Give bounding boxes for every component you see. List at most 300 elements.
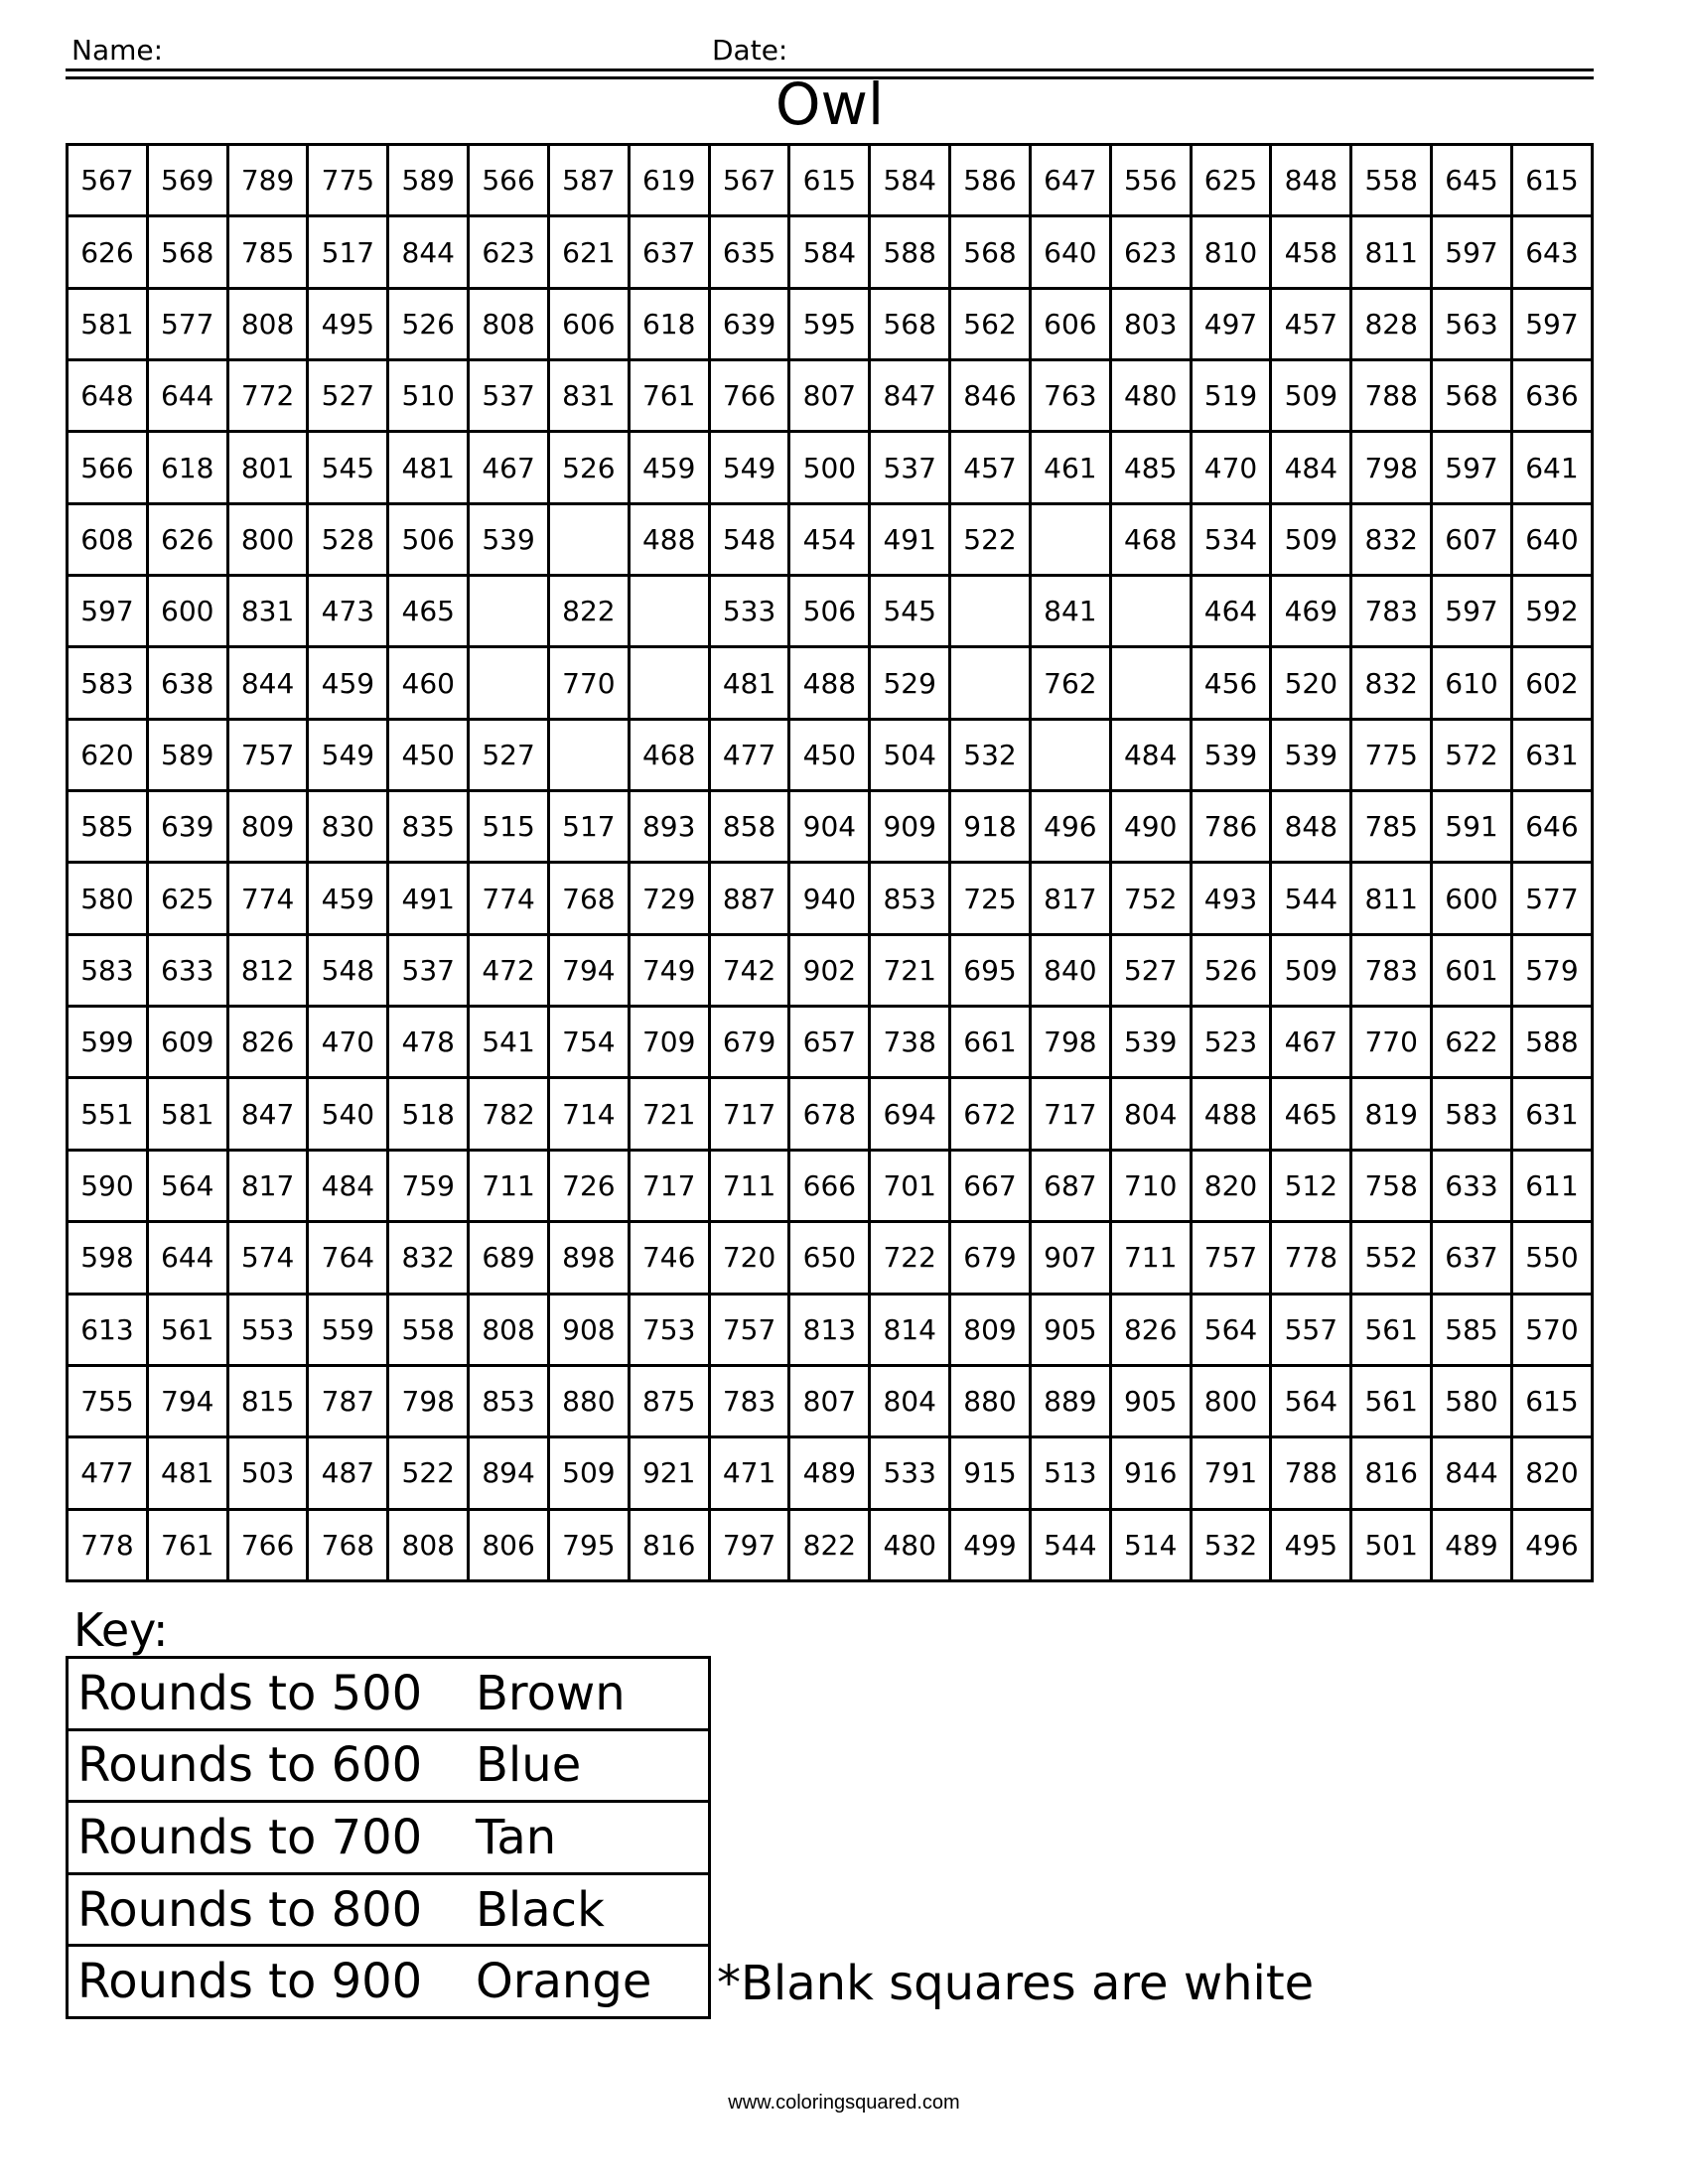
grid-cell: 738 (870, 1007, 950, 1078)
grid-cell: 754 (548, 1007, 629, 1078)
key-color: Tan (467, 1802, 710, 1874)
grid-cell: 477 (68, 1437, 148, 1509)
grid-cell: 510 (388, 360, 469, 432)
grid-cell-blank (1110, 576, 1191, 647)
grid-cell: 527 (469, 719, 549, 790)
grid-cell: 597 (68, 576, 148, 647)
grid-cell: 472 (469, 934, 549, 1006)
grid-cell: 450 (388, 719, 469, 790)
grid-cell: 717 (1030, 1078, 1110, 1150)
grid-cell: 568 (950, 216, 1031, 288)
grid-cell: 564 (147, 1150, 227, 1221)
grid-cell: 759 (388, 1150, 469, 1221)
grid-cell: 722 (870, 1222, 950, 1294)
grid-cell: 471 (709, 1437, 789, 1509)
grid-cell: 804 (870, 1365, 950, 1436)
grid-cell: 615 (789, 145, 870, 216)
grid-cell: 501 (1351, 1509, 1432, 1580)
grid-cell: 844 (227, 647, 308, 719)
grid-cell: 783 (709, 1365, 789, 1436)
grid-cell: 622 (1432, 1007, 1512, 1078)
grid-cell: 600 (147, 576, 227, 647)
grid-cell: 568 (147, 216, 227, 288)
grid-cell: 846 (950, 360, 1031, 432)
grid-cell: 579 (1511, 934, 1592, 1006)
grid-cell: 481 (147, 1437, 227, 1509)
grid-cell: 537 (870, 432, 950, 503)
grid-cell: 569 (147, 145, 227, 216)
grid-cell: 468 (629, 719, 709, 790)
grid-cell: 517 (308, 216, 388, 288)
grid-cell: 800 (227, 503, 308, 575)
grid-cell: 566 (68, 432, 148, 503)
grid-cell: 562 (950, 288, 1031, 359)
grid-cell: 607 (1432, 503, 1512, 575)
grid-cell: 518 (388, 1078, 469, 1150)
grid-cell: 503 (227, 1437, 308, 1509)
grid-cell: 742 (709, 934, 789, 1006)
grid-cell: 710 (1110, 1150, 1191, 1221)
grid-cell: 487 (308, 1437, 388, 1509)
grid-cell: 456 (1191, 647, 1271, 719)
grid-cell: 795 (548, 1509, 629, 1580)
grid-cell: 484 (1110, 719, 1191, 790)
grid-cell: 768 (308, 1509, 388, 1580)
grid-cell: 623 (1110, 216, 1191, 288)
grid-cell-blank (548, 503, 629, 575)
grid-cell: 921 (629, 1437, 709, 1509)
grid-cell: 631 (1511, 719, 1592, 790)
grid-cell: 532 (950, 719, 1031, 790)
grid-cell: 746 (629, 1222, 709, 1294)
grid-cell: 606 (548, 288, 629, 359)
grid-cell: 918 (950, 791, 1031, 863)
grid-cell: 757 (227, 719, 308, 790)
grid-cell: 558 (1351, 145, 1432, 216)
grid-cell: 783 (1351, 576, 1432, 647)
grid-cell: 844 (388, 216, 469, 288)
grid-cell: 584 (789, 216, 870, 288)
key-range: Rounds to 800 (68, 1873, 468, 1946)
grid-cell: 586 (950, 145, 1031, 216)
grid-cell: 643 (1511, 216, 1592, 288)
key-row (68, 1946, 710, 2018)
grid-cell: 916 (1110, 1437, 1191, 1509)
grid-cell-blank (629, 647, 709, 719)
grid-cell: 788 (1271, 1437, 1351, 1509)
grid-cell: 763 (1030, 360, 1110, 432)
grid-cell: 581 (147, 1078, 227, 1150)
grid-cell: 788 (1351, 360, 1432, 432)
grid-cell: 808 (227, 288, 308, 359)
grid-row (68, 432, 1593, 503)
grid-cell: 915 (950, 1437, 1031, 1509)
grid-cell: 589 (147, 719, 227, 790)
grid-cell: 940 (789, 863, 870, 934)
grid-row (68, 1222, 1593, 1294)
grid-cell: 880 (548, 1365, 629, 1436)
grid-cell: 766 (709, 360, 789, 432)
key-row (68, 1658, 710, 1730)
grid-cell: 783 (1351, 934, 1432, 1006)
grid-cell: 574 (227, 1222, 308, 1294)
grid-cell: 720 (709, 1222, 789, 1294)
grid-cell: 809 (227, 791, 308, 863)
grid-cell: 902 (789, 934, 870, 1006)
grid-cell: 619 (629, 145, 709, 216)
grid-cell: 764 (308, 1222, 388, 1294)
grid-cell: 835 (388, 791, 469, 863)
grid-cell: 506 (789, 576, 870, 647)
grid-cell: 810 (1191, 216, 1271, 288)
grid-cell: 610 (1432, 647, 1512, 719)
grid-cell: 679 (709, 1007, 789, 1078)
grid-cell: 527 (1110, 934, 1191, 1006)
grid-cell: 545 (870, 576, 950, 647)
grid-cell: 904 (789, 791, 870, 863)
grid-cell: 597 (1432, 432, 1512, 503)
grid-cell: 539 (469, 503, 549, 575)
grid-cell: 584 (870, 145, 950, 216)
grid-row (68, 1078, 1593, 1150)
grid-cell: 803 (1110, 288, 1191, 359)
grid-row (68, 288, 1593, 359)
grid-cell: 551 (68, 1078, 148, 1150)
grid-cell-blank (469, 647, 549, 719)
key-color: Blue (467, 1729, 710, 1802)
grid-cell: 611 (1511, 1150, 1592, 1221)
grid-cell: 481 (709, 647, 789, 719)
grid-cell: 506 (388, 503, 469, 575)
grid-cell: 858 (709, 791, 789, 863)
grid-cell: 526 (388, 288, 469, 359)
grid-cell: 458 (1271, 216, 1351, 288)
grid-cell: 523 (1191, 1007, 1271, 1078)
grid-cell: 725 (950, 863, 1031, 934)
grid-cell: 534 (1191, 503, 1271, 575)
grid-cell: 488 (789, 647, 870, 719)
grid-cell: 814 (870, 1294, 950, 1365)
grid-cell: 637 (1432, 1222, 1512, 1294)
grid-cell: 711 (469, 1150, 549, 1221)
grid-cell: 478 (388, 1007, 469, 1078)
grid-cell: 770 (548, 647, 629, 719)
grid-cell: 816 (1351, 1437, 1432, 1509)
grid-cell: 875 (629, 1365, 709, 1436)
grid-cell: 457 (1271, 288, 1351, 359)
key-range: Rounds to 900 (68, 1946, 468, 2018)
grid-cell: 820 (1191, 1150, 1271, 1221)
grid-cell: 641 (1511, 432, 1592, 503)
grid-cell: 592 (1511, 576, 1592, 647)
grid-cell: 540 (308, 1078, 388, 1150)
grid-cell-blank (950, 576, 1031, 647)
grid-cell-blank (629, 576, 709, 647)
grid-cell: 623 (469, 216, 549, 288)
grid-cell: 905 (1110, 1365, 1191, 1436)
grid-cell: 826 (227, 1007, 308, 1078)
grid-cell: 564 (1271, 1365, 1351, 1436)
grid-cell: 597 (1511, 288, 1592, 359)
grid-cell: 512 (1271, 1150, 1351, 1221)
key-color: Orange (467, 1946, 710, 2018)
grid-cell: 465 (1271, 1078, 1351, 1150)
grid-cell: 561 (1351, 1365, 1432, 1436)
grid-row (68, 1437, 1593, 1509)
grid-cell: 490 (1110, 791, 1191, 863)
grid-cell: 815 (227, 1365, 308, 1436)
grid-cell: 822 (548, 576, 629, 647)
grid-cell: 625 (1191, 145, 1271, 216)
grid-row (68, 576, 1593, 647)
grid-cell: 561 (1351, 1294, 1432, 1365)
grid-cell: 550 (1511, 1222, 1592, 1294)
grid-cell: 615 (1511, 1365, 1592, 1436)
grid-cell: 832 (1351, 647, 1432, 719)
grid-cell: 772 (227, 360, 308, 432)
grid-cell: 807 (789, 1365, 870, 1436)
grid-cell: 583 (68, 647, 148, 719)
grid-cell: 631 (1511, 1078, 1592, 1150)
grid-cell: 561 (147, 1294, 227, 1365)
grid-cell: 532 (1191, 1509, 1271, 1580)
grid-cell: 774 (469, 863, 549, 934)
grid-cell: 721 (629, 1078, 709, 1150)
grid-cell: 526 (1191, 934, 1271, 1006)
grid-cell: 515 (469, 791, 549, 863)
grid-cell: 761 (629, 360, 709, 432)
grid-cell: 762 (1030, 647, 1110, 719)
grid-cell: 907 (1030, 1222, 1110, 1294)
grid-cell: 552 (1351, 1222, 1432, 1294)
grid-cell: 496 (1511, 1509, 1592, 1580)
grid-row (68, 1007, 1593, 1078)
grid-cell: 635 (709, 216, 789, 288)
grid-cell: 807 (789, 360, 870, 432)
grid-cell: 572 (1432, 719, 1512, 790)
grid-cell: 809 (950, 1294, 1031, 1365)
grid-cell: 526 (548, 432, 629, 503)
grid-cell: 639 (709, 288, 789, 359)
grid-cell: 721 (870, 934, 950, 1006)
grid-cell: 909 (870, 791, 950, 863)
grid-cell: 529 (870, 647, 950, 719)
grid-cell: 495 (308, 288, 388, 359)
grid-cell: 749 (629, 934, 709, 1006)
key-range: Rounds to 500 (68, 1658, 468, 1730)
grid-cell: 650 (789, 1222, 870, 1294)
grid-row (68, 1150, 1593, 1221)
grid-cell: 826 (1110, 1294, 1191, 1365)
grid-cell: 595 (789, 288, 870, 359)
grid-cell: 580 (68, 863, 148, 934)
grid-cell: 717 (709, 1078, 789, 1150)
grid-cell: 599 (68, 1007, 148, 1078)
grid-cell: 678 (789, 1078, 870, 1150)
grid-cell: 484 (1271, 432, 1351, 503)
grid-cell: 894 (469, 1437, 549, 1509)
grid-cell: 889 (1030, 1365, 1110, 1436)
grid-cell: 645 (1432, 145, 1512, 216)
grid-cell: 577 (147, 288, 227, 359)
grid-cell: 667 (950, 1150, 1031, 1221)
grid-cell: 481 (388, 432, 469, 503)
grid-row (68, 1509, 1593, 1580)
grid-cell: 694 (870, 1078, 950, 1150)
grid-cell: 549 (709, 432, 789, 503)
grid-cell: 848 (1271, 791, 1351, 863)
grid-cell: 752 (1110, 863, 1191, 934)
grid-cell: 898 (548, 1222, 629, 1294)
grid-cell: 816 (629, 1509, 709, 1580)
grid-cell: 753 (629, 1294, 709, 1365)
grid-cell: 533 (709, 576, 789, 647)
grid-cell: 606 (1030, 288, 1110, 359)
grid-cell: 470 (308, 1007, 388, 1078)
grid-cell: 602 (1511, 647, 1592, 719)
grid-cell: 757 (709, 1294, 789, 1365)
grid-cell: 519 (1191, 360, 1271, 432)
grid-cell: 598 (68, 1222, 148, 1294)
grid-cell: 853 (870, 863, 950, 934)
grid-cell: 636 (1511, 360, 1592, 432)
grid-cell: 489 (1432, 1509, 1512, 1580)
grid-cell: 539 (1191, 719, 1271, 790)
key-title: Key: (73, 1603, 169, 1657)
grid-cell: 695 (950, 934, 1031, 1006)
grid-cell: 477 (709, 719, 789, 790)
grid-cell: 549 (308, 719, 388, 790)
grid-cell: 755 (68, 1365, 148, 1436)
grid-cell: 644 (147, 1222, 227, 1294)
key-row (68, 1802, 710, 1874)
grid-cell: 513 (1030, 1437, 1110, 1509)
grid-cell: 545 (308, 432, 388, 503)
grid-cell: 832 (1351, 503, 1432, 575)
grid-cell: 768 (548, 863, 629, 934)
grid-cell: 460 (388, 647, 469, 719)
grid-cell: 597 (1432, 216, 1512, 288)
grid-cell: 817 (1030, 863, 1110, 934)
grid-cell: 459 (629, 432, 709, 503)
grid-cell: 465 (388, 576, 469, 647)
grid-cell: 539 (1110, 1007, 1191, 1078)
grid-cell: 887 (709, 863, 789, 934)
grid-cell: 496 (1030, 791, 1110, 863)
grid-cell: 785 (1351, 791, 1432, 863)
grid-cell: 566 (469, 145, 549, 216)
name-label: Name: (71, 34, 164, 67)
grid-cell: 548 (709, 503, 789, 575)
grid-cell: 484 (308, 1150, 388, 1221)
grid-cell: 775 (308, 145, 388, 216)
grid-cell: 709 (629, 1007, 709, 1078)
grid-cell: 666 (789, 1150, 870, 1221)
grid-cell-blank (1110, 647, 1191, 719)
grid-cell: 640 (1030, 216, 1110, 288)
grid-cell: 580 (1432, 1365, 1512, 1436)
grid-cell: 648 (68, 360, 148, 432)
grid-cell: 657 (789, 1007, 870, 1078)
grid-cell: 661 (950, 1007, 1031, 1078)
key-row (68, 1873, 710, 1946)
grid-cell: 588 (1511, 1007, 1592, 1078)
footer-url: www.coloringsquared.com (728, 2092, 960, 2114)
grid-cell: 559 (308, 1294, 388, 1365)
grid-cell: 811 (1351, 863, 1432, 934)
grid-cell: 637 (629, 216, 709, 288)
grid-cell: 775 (1351, 719, 1432, 790)
grid-cell: 908 (548, 1294, 629, 1365)
grid-cell: 787 (308, 1365, 388, 1436)
grid-cell: 633 (1432, 1150, 1512, 1221)
grid-cell: 558 (388, 1294, 469, 1365)
grid-cell: 567 (68, 145, 148, 216)
grid-cell: 544 (1030, 1509, 1110, 1580)
grid-cell: 588 (870, 216, 950, 288)
grid-cell: 847 (227, 1078, 308, 1150)
grid-cell: 830 (308, 791, 388, 863)
grid-cell: 553 (227, 1294, 308, 1365)
grid-cell: 757 (1191, 1222, 1271, 1294)
key-range: Rounds to 600 (68, 1729, 468, 1802)
grid-cell: 798 (1351, 432, 1432, 503)
grid-cell: 848 (1271, 145, 1351, 216)
grid-cell: 454 (789, 503, 870, 575)
grid-cell: 557 (1271, 1294, 1351, 1365)
grid-cell: 785 (227, 216, 308, 288)
grid-row (68, 503, 1593, 575)
grid-cell: 469 (1271, 576, 1351, 647)
grid-cell: 832 (388, 1222, 469, 1294)
grid-cell: 811 (1351, 216, 1432, 288)
grid-cell: 711 (709, 1150, 789, 1221)
color-key-table (66, 1656, 711, 2019)
grid-cell: 893 (629, 791, 709, 863)
grid-cell: 504 (870, 719, 950, 790)
grid-cell: 820 (1511, 1437, 1592, 1509)
grid-cell: 609 (147, 1007, 227, 1078)
grid-row (68, 145, 1593, 216)
grid-cell: 618 (629, 288, 709, 359)
page-title: Owl (774, 70, 885, 138)
grid-cell: 808 (388, 1509, 469, 1580)
grid-cell: 831 (548, 360, 629, 432)
grid-row (68, 934, 1593, 1006)
grid-cell: 509 (1271, 360, 1351, 432)
grid-cell: 533 (870, 1437, 950, 1509)
grid-cell: 459 (308, 647, 388, 719)
grid-cell: 495 (1271, 1509, 1351, 1580)
grid-cell: 488 (629, 503, 709, 575)
grid-cell: 464 (1191, 576, 1271, 647)
grid-cell: 798 (1030, 1007, 1110, 1078)
grid-cell-blank (1030, 503, 1110, 575)
grid-cell: 828 (1351, 288, 1432, 359)
grid-cell-blank (1030, 719, 1110, 790)
grid-row (68, 360, 1593, 432)
grid-cell: 791 (1191, 1437, 1271, 1509)
grid-cell: 831 (227, 576, 308, 647)
grid-cell: 470 (1191, 432, 1271, 503)
grid-cell: 541 (469, 1007, 549, 1078)
grid-cell: 480 (870, 1509, 950, 1580)
grid-cell: 577 (1511, 863, 1592, 934)
grid-cell-blank (469, 576, 549, 647)
grid-cell: 687 (1030, 1150, 1110, 1221)
grid-cell: 459 (308, 863, 388, 934)
grid-cell: 493 (1191, 863, 1271, 934)
